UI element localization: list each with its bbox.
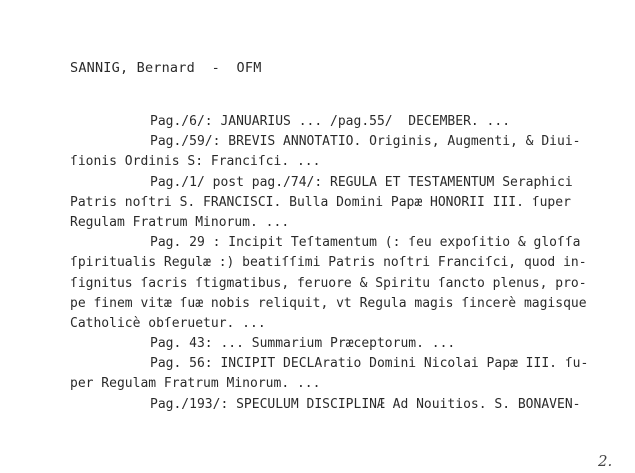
entry-line: Pag./193/: SPECULUM DISCIPLINÆ Ad Nouitios. S. BONAVEN-	[150, 396, 581, 412]
entry-line: Pag./6/: JANUARIUS ... /pag.55/ DECEMBER. ...	[150, 114, 511, 129]
entry-line: ſionis Ordinis S: Franciſci. ...	[70, 154, 321, 170]
entry-line: ſpiritualis Regulæ :) beatiſſimi Patris noſtri Franciſci, quod in-	[70, 255, 587, 271]
entry-line: Pag. 29 : Incipit Teſtamentum (: ſeu expoſitio & gloſſa	[150, 235, 581, 251]
entry-line: ſignitus ſacris ſtigmatibus, feruore & Spiritu ſancto plenus, pro-	[70, 275, 587, 291]
page-number: 2.	[598, 452, 613, 470]
card-heading: SANNIG, Bernard - OFM	[70, 60, 262, 76]
entry-line: Pag. 56: INCIPIT DECLAratio Domini Nicolai Papæ III. ſu-	[150, 356, 589, 372]
entry-line: Regulam Fratrum Minorum. ...	[70, 214, 290, 230]
entry-line: Pag./1/ post pag./74/: REGULA ET TESTAMENTUM Seraphici	[150, 174, 573, 190]
entry-line: Patris noſtri S. FRANCISCI. Bulla Domini Papæ HONORII III. ſuper	[70, 194, 571, 210]
entry-line: Pag. 43: ... Summarium Præceptorum. ...	[150, 336, 456, 352]
entry-line: pe finem vitæ ſuæ nobis reliquit, vt Regula magis ſincerè magisque	[70, 295, 587, 311]
entry-line: per Regulam Fratrum Minorum. ...	[70, 376, 321, 392]
entry-line: Pag./59/: BREVIS ANNOTATIO. Originis, Augmenti, & Diui-	[150, 134, 581, 150]
card-entries	[70, 112, 615, 415]
entry-line: Catholicè obſeruetur. ...	[70, 315, 266, 331]
